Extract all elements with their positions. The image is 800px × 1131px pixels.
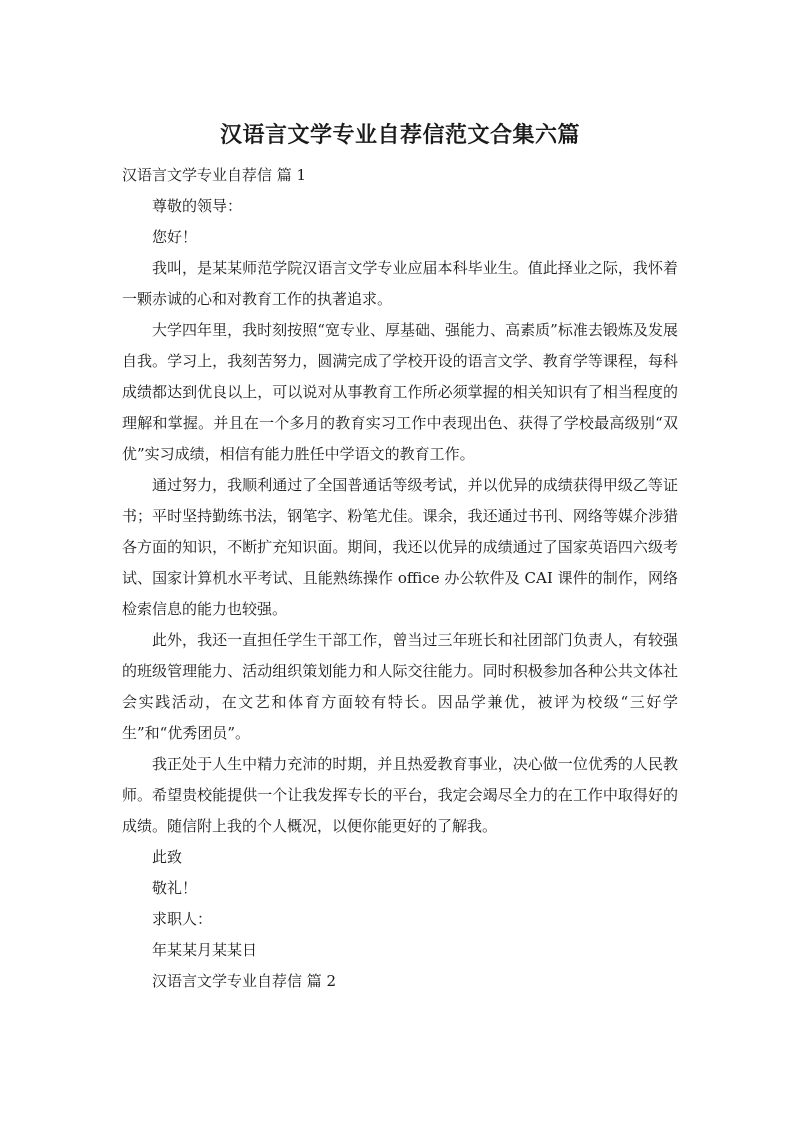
paragraph-activities: 此外，我还一直担任学生干部工作，曾当过三年班长和社团部门负责人，有较强的班级管理能力、活动组织策划能力和人际交往能力。同时积极参加各种公共文体社会实践活动，在文艺和体育方面较有特长。因品学兼优，被评为校级“三好学生”和“优秀团员”。 xyxy=(122,631,678,742)
signature-line: 求职人： xyxy=(152,910,213,928)
document-title: 汉语言文学专业自荐信范文合集六篇 xyxy=(219,123,580,148)
paragraph-intro: 我叫，是某某师范学院汉语言文学专业应届本科毕业生。值此择业之际，我怀着一颗赤诚的心和对教育工作的执著追求。 xyxy=(122,259,678,308)
paragraph-closing: 我正处于人生中精力充沛的时期，并且热爱教育事业，决心做一位优秀的人民教师。希望贵校能提供一个让我发挥专长的平台，我定会竭尽全力的在工作中取得好的成绩。随信附上我的个人概况，以便你能更好的了解我。 xyxy=(122,755,678,835)
greeting: 您好！ xyxy=(152,228,198,246)
closing-line-1: 此致 xyxy=(152,848,183,866)
closing-line-2: 敬礼！ xyxy=(152,879,198,897)
document-body xyxy=(122,160,678,997)
section-heading-1: 汉语言文学专业自荐信 篇 1 xyxy=(122,166,307,184)
date-line: 年某某月某某日 xyxy=(152,941,258,959)
paragraph-skills: 通过努力，我顺利通过了全国普通话等级考试，并以优异的成绩获得甲级乙等证书；平时坚持勤练书法，钢笔字、粉笔尤佳。课余，我还通过书刊、网络等媒介涉猎各方面的知识，不断扩充知识面。期间，我还以优异的成绩通过了国家英语四六级考试、国家计算机水平考试、且能熟练操作 office 办公软件及 CAI 课件的制作，网络检索信息的能力也较强。 xyxy=(122,476,678,618)
salutation: 尊敬的领导： xyxy=(152,197,243,215)
paragraph-study: 大学四年里，我时刻按照“宽专业、厚基础、强能力、高素质”标准去锻炼及发展自我。学习上，我刻苦努力，圆满完成了学校开设的语言文学、教育学等课程，每科成绩都达到优良以上，可以说对从事教育工作所必须掌握的相关知识有了相当程度的理解和掌握。并且在一个多月的教育实习工作中表现出色、获得了学校最高级别“双优”实习成绩，相信有能力胜任中学语文的教育工作。 xyxy=(122,321,678,463)
section-heading-2: 汉语言文学专业自荐信 篇 2 xyxy=(152,972,337,990)
